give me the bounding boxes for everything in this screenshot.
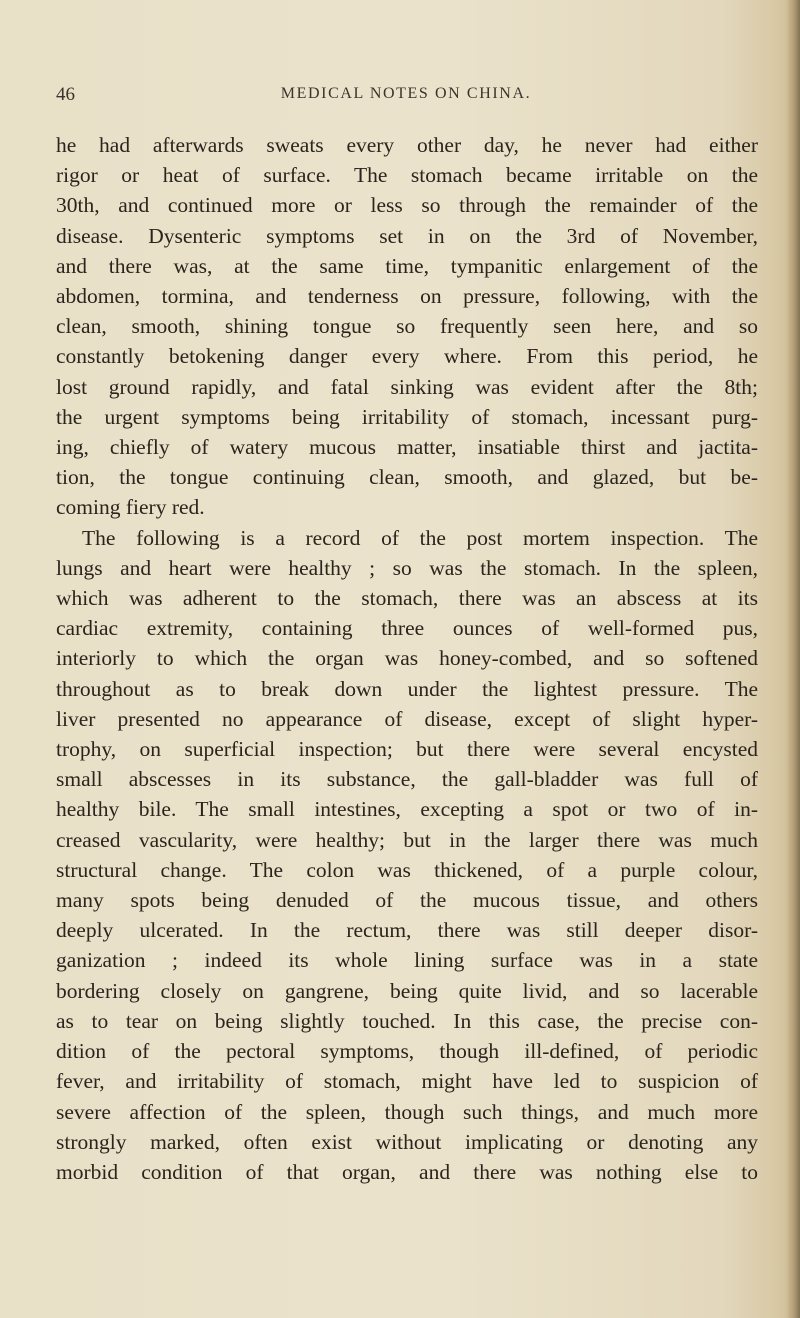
text-line: constantly betokening danger every where. From this period, he: [56, 344, 758, 369]
running-head: [56, 84, 756, 110]
text-line: the urgent symptoms being irritability of stomach, incessant purg-: [56, 404, 758, 429]
text-line: lungs and heart were healthy ; so was the stomach. In the spleen,: [56, 555, 758, 580]
text-line: small abscesses in its substance, the gall-bladder was full of: [56, 767, 758, 792]
body-text: [56, 130, 758, 1187]
text-line: ing, chiefly of watery mucous matter, insatiable thirst and jactita-: [56, 435, 758, 460]
text-line: he had afterwards sweats every other day, he never had either: [56, 133, 758, 157]
text-line: clean, smooth, shining tongue so frequently seen here, and so: [56, 314, 758, 339]
text-line: lost ground rapidly, and fatal sinking was evident after the 8th;: [56, 374, 758, 399]
text-line: severe affection of the spleen, though such things, and much more: [56, 1099, 758, 1124]
text-line: creased vascularity, were healthy; but in the larger there was much: [56, 827, 758, 852]
text-line: disease. Dysenteric symptoms set in on the 3rd of November,: [56, 223, 758, 248]
text-line: abdomen, tormina, and tenderness on pressure, following, with the: [56, 284, 758, 309]
text-line: rigor or heat of surface. The stomach became irritable on the: [56, 163, 758, 188]
text-line: trophy, on superficial inspection; but there were several encysted: [56, 737, 758, 762]
text-line: many spots being denuded of the mucous tissue, and others: [56, 888, 758, 913]
text-line: deeply ulcerated. In the rectum, there was still deeper disor-: [56, 918, 758, 943]
page-edge-shadow: [786, 0, 800, 1318]
text-line: as to tear on being slightly touched. In this case, the precise con-: [56, 1008, 758, 1033]
text-line: structural change. The colon was thickened, of a purple colour,: [56, 857, 758, 882]
text-line: throughout as to break down under the lightest pressure. The: [56, 676, 758, 701]
text-line: liver presented no appearance of disease, except of slight hyper-: [56, 706, 758, 731]
text-line: cardiac extremity, containing three ounces of well-formed pus,: [56, 616, 758, 641]
text-line: 30th, and continued more or less so through the remainder of the: [56, 193, 758, 218]
text-line: dition of the pectoral symptoms, though ill-defined, of periodic: [56, 1039, 758, 1064]
text-line: ganization ; indeed its whole lining surface was in a state: [56, 948, 758, 973]
text-line: and there was, at the same time, tympanitic enlargement of the: [56, 253, 758, 278]
running-title: MEDICAL NOTES ON CHINA.: [280, 85, 532, 102]
text-line: fever, and irritability of stomach, might have led to suspicion of: [56, 1069, 758, 1094]
page-number: 46: [56, 84, 75, 105]
paragraph-end-line: coming fiery red.: [56, 495, 205, 520]
paragraph-first-line: The following is a record of the post mortem inspection. The: [82, 525, 758, 550]
text-line: morbid condition of that organ, and there was nothing else to: [56, 1159, 758, 1184]
text-line: which was adherent to the stomach, there was an abscess at its: [56, 586, 758, 611]
text-line: interiorly to which the organ was honey-combed, and so softened: [56, 646, 758, 671]
text-line: bordering closely on gangrene, being quite livid, and so lacerable: [56, 978, 758, 1003]
text-line: strongly marked, often exist without implicating or denoting any: [56, 1129, 758, 1154]
text-line: tion, the tongue continuing clean, smooth, and glazed, but be-: [56, 465, 758, 490]
text-line: healthy bile. The small intestines, excepting a spot or two of in-: [56, 797, 758, 822]
